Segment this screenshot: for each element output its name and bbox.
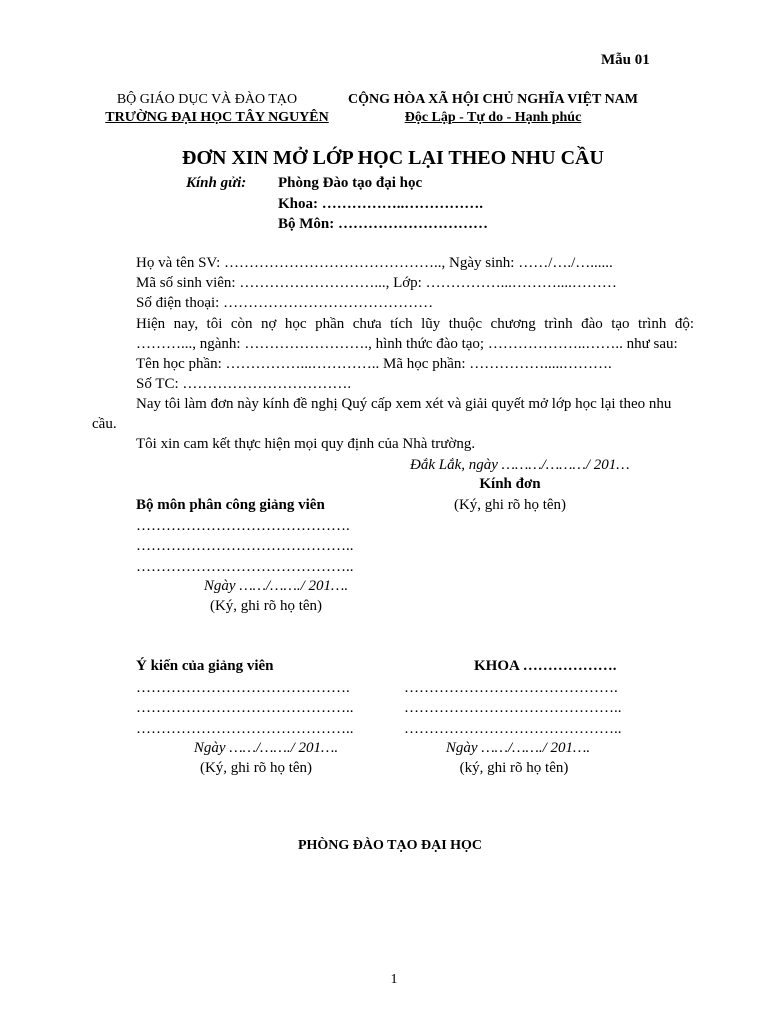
department-dots-1: …………………………………….	[136, 518, 350, 534]
department-heading: Bộ môn phân công giảng viên	[136, 497, 325, 513]
lecturer-date: Ngày ……/……./ 201….	[193, 740, 339, 756]
faculty-heading: KHOA ……………….	[474, 658, 617, 674]
nation-name: CỘNG HÒA XÃ HỘI CHỦ NGHĨA VIỆT NAM	[347, 92, 638, 107]
lecturer-dots-2: ……………………………………..	[136, 700, 354, 716]
course-line: Tên học phần: ……………...………….. Mã học phần: …………….....……….	[136, 356, 612, 372]
recipient-faculty: Khoa: ……………..…………….	[278, 196, 484, 212]
place-date: Đắk Lắk, ngày ………/………/ 201…	[410, 457, 630, 473]
applicant-sign-note: (Ký, ghi rõ họ tên)	[453, 497, 567, 513]
faculty-dots-2: ……………………………………..	[404, 700, 622, 716]
university-name-text: TRƯỜNG ĐẠI HỌC TÂY NGUYÊN	[105, 110, 329, 125]
department-dots-2: ……………………………………..	[136, 538, 354, 554]
request-line: Nay tôi làm đơn này kính đề nghị Quý cấp xem xét và giải quyết mở lớp học lại theo nhu	[136, 396, 672, 412]
major-line: ………..., ngành: ……………………., hình thức đào tạo; ………………..…….. như sau:	[136, 336, 678, 352]
commitment-line: Tôi xin cam kết thực hiện mọi quy định của Nhà trường.	[136, 436, 476, 452]
nation-motto	[330, 110, 656, 126]
phone-line: Số điện thoại: ……………………………………	[136, 295, 434, 311]
page-title: ĐƠN XIN MỞ LỚP HỌC LẠI THEO NHU CẦU	[182, 147, 604, 169]
recipient-label: Kính gửi:	[186, 175, 247, 191]
nation-motto-text: Độc Lập - Tự do - Hạnh phúc	[404, 110, 582, 125]
page-number: 1	[390, 972, 398, 987]
recipient-department: Bộ Môn: …………………………	[278, 216, 488, 232]
lecturer-heading: Ý kiến của giảng viên	[136, 658, 274, 674]
form-code: Mẫu 01	[601, 52, 650, 68]
faculty-date: Ngày ……/……./ 201….	[445, 740, 591, 756]
department-dots-3: ……………………………………..	[136, 559, 354, 575]
faculty-sign-note: (ký, ghi rõ họ tên)	[459, 760, 569, 776]
lecturer-sign-note: (Ký, ghi rõ họ tên)	[199, 760, 313, 776]
department-date: Ngày ……/……./ 201….	[203, 578, 349, 594]
faculty-dots-1: …………………………………….	[404, 680, 618, 696]
credits-line: Số TC: …………………………….	[136, 376, 352, 392]
applicant-heading: Kính đơn	[479, 476, 541, 492]
ministry-name: BỘ GIÁO DỤC VÀ ĐÀO TẠO	[116, 92, 298, 107]
lecturer-dots-1: …………………………………….	[136, 680, 350, 696]
student-id-line: Mã số sinh viên: ………………………..., Lớp: ……………...………....………	[136, 275, 617, 291]
request-line-cont: cầu.	[92, 416, 117, 432]
department-sign-note: (Ký, ghi rõ họ tên)	[209, 598, 323, 614]
student-name-line: Họ và tên SV: …………………………………….., Ngày sinh: ……/…./…......	[136, 255, 613, 271]
recipient-office: Phòng Đào tạo đại học	[278, 175, 423, 191]
university-name	[72, 110, 362, 126]
lecturer-dots-3: ……………………………………..	[136, 721, 354, 737]
training-office-heading: PHÒNG ĐÀO TẠO ĐẠI HỌC	[297, 838, 483, 853]
faculty-dots-3: ……………………………………..	[404, 721, 622, 737]
debt-statement-line: Hiện nay, tôi còn nợ học phần chưa tích lũy thuộc chương trình đào tạo trình độ:	[136, 316, 694, 332]
